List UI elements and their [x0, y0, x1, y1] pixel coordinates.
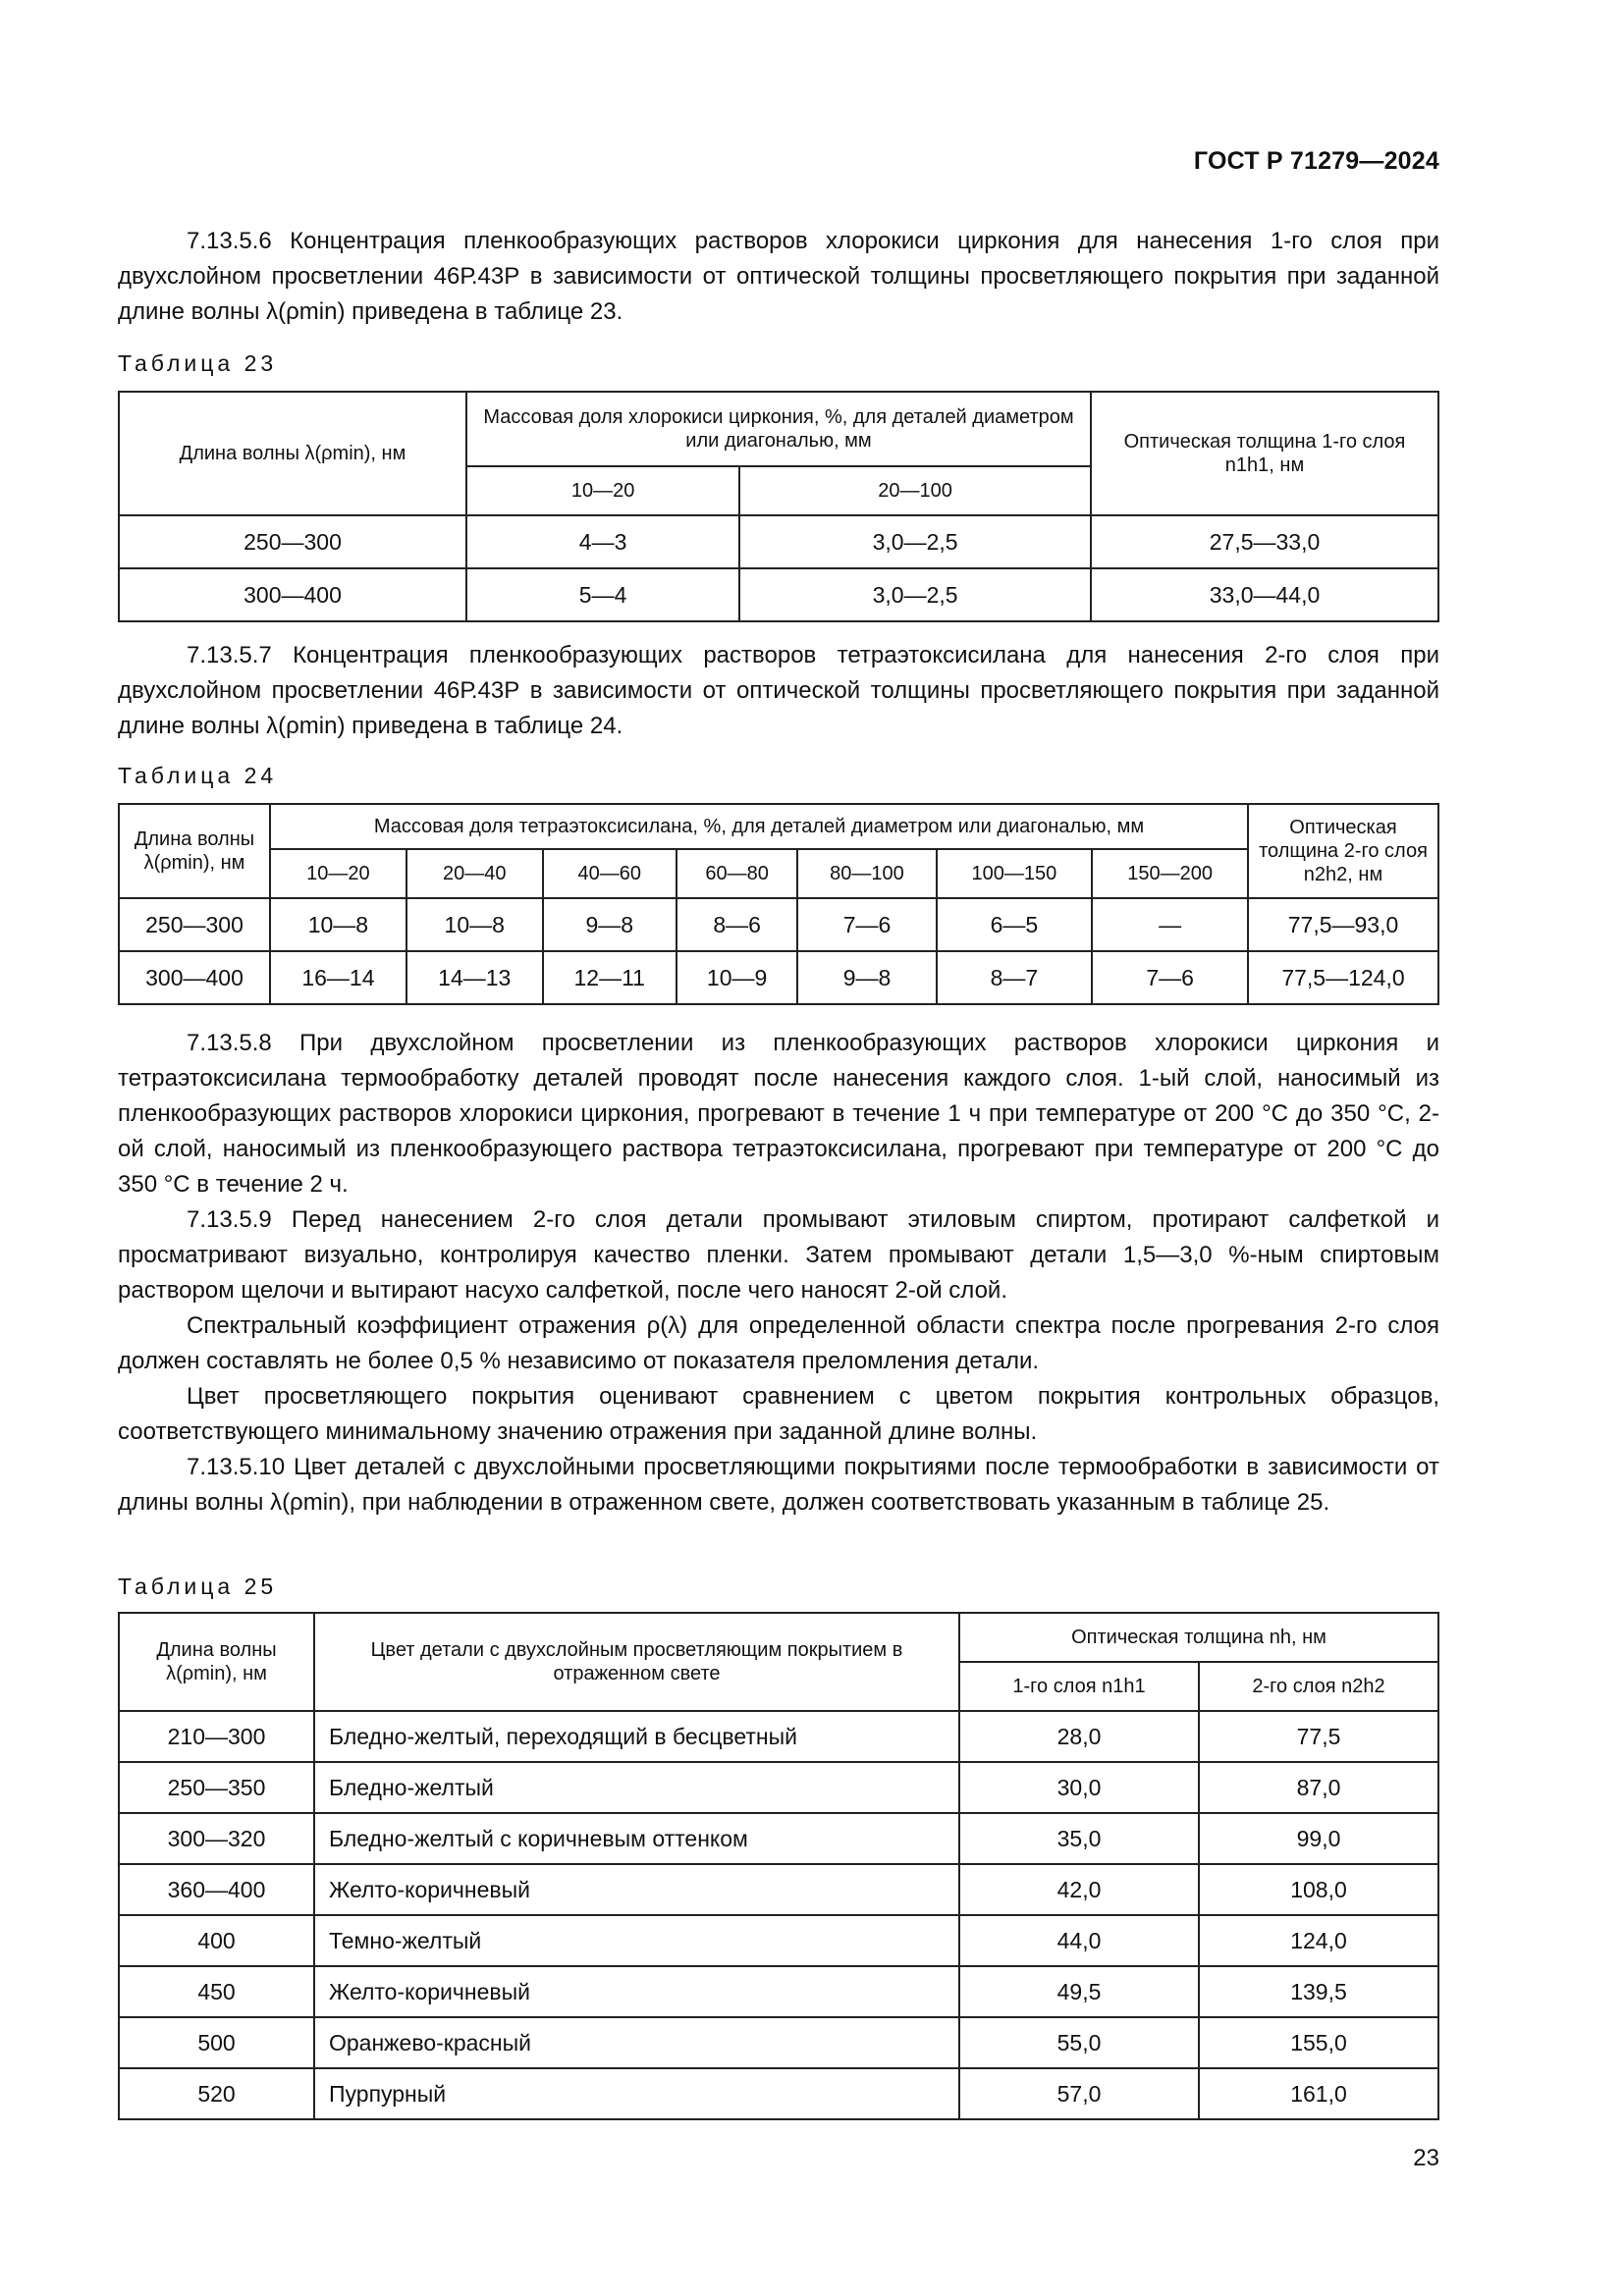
table-cell: 27,5—33,0 — [1091, 515, 1438, 568]
table-row — [119, 951, 1438, 1004]
table-cell: 9—8 — [797, 951, 936, 1004]
paragraph-color: Цвет просветляющего покрытия оценивают сравнением с цветом покрытия контрольных образцов, соответствующего минимальному значению отражения при заданной длине волны. — [118, 1383, 1439, 1445]
table-cell: 28,0 — [959, 1711, 1199, 1762]
table-cell: Бледно-желтый — [314, 1762, 959, 1813]
table-cell: 3,0—2,5 — [739, 568, 1091, 621]
table-cell: 35,0 — [959, 1813, 1199, 1864]
table-row — [119, 1864, 1438, 1915]
t23-header-opt: Оптическая толщина 1-го слоя n1h1, нм — [1091, 392, 1438, 515]
t24-header-d: 100—150 — [937, 849, 1093, 898]
t25-header-color: Цвет детали с двухслойным просветляющим покрытием в отраженном свете — [314, 1613, 959, 1711]
table-cell: Бледно-желтый, переходящий в бесцветный — [314, 1711, 959, 1762]
table-cell: 124,0 — [1199, 1915, 1438, 1966]
t24-header-mass: Массовая доля тетраэтоксисилана, %, для деталей диаметром или диагональю, мм — [270, 804, 1248, 849]
table-cell: 99,0 — [1199, 1813, 1438, 1864]
table-cell: Темно-желтый — [314, 1915, 959, 1966]
table-row — [119, 2017, 1438, 2068]
t24-header-wave: Длина волны λ(ρmin), нм — [119, 804, 270, 898]
table-cell: 161,0 — [1199, 2068, 1438, 2119]
t24-header-d: 60—80 — [677, 849, 798, 898]
table-cell: 300—320 — [119, 1813, 314, 1864]
table-cell: Желто-коричневый — [314, 1966, 959, 2017]
table-24-caption: Таблица 24 — [118, 763, 278, 788]
t25-header-l1: 1-го слоя n1h1 — [959, 1662, 1199, 1711]
table-cell: 6—5 — [937, 898, 1093, 951]
paragraph-7-13-5-9: 7.13.5.9 Перед нанесением 2-го слоя детали промывают этиловым спиртом, протирают салфеткой и просматривают визуально, контролируя качество пленки. Затем промывают детали 1,5—3,0 %-ным спиртовым раствором щелочи и вытирают насухо салфеткой, после чего наносят 2-ой слой. — [118, 1206, 1439, 1304]
table-cell: 12—11 — [543, 951, 677, 1004]
page-number: 23 — [1413, 2145, 1439, 2171]
table-25-caption: Таблица 25 — [118, 1574, 278, 1599]
table-cell: 4—3 — [466, 515, 739, 568]
table-cell: 7—6 — [1092, 951, 1248, 1004]
table-cell: 8—6 — [677, 898, 798, 951]
table-25 — [118, 1612, 1439, 2120]
table-cell: 55,0 — [959, 2017, 1199, 2068]
table-cell: 139,5 — [1199, 1966, 1438, 2017]
table-cell: 450 — [119, 1966, 314, 2017]
table-row — [119, 1813, 1438, 1864]
t24-header-opt: Оптическая толщина 2-го слоя n2h2, нм — [1248, 804, 1438, 898]
table-row — [119, 515, 1438, 568]
document-header: ГОСТ Р 71279—2024 — [1193, 147, 1439, 175]
table-cell: 520 — [119, 2068, 314, 2119]
table-cell: 33,0—44,0 — [1091, 568, 1438, 621]
table-cell: Оранжево-красный — [314, 2017, 959, 2068]
table-cell: 210—300 — [119, 1711, 314, 1762]
table-cell: 77,5—93,0 — [1248, 898, 1438, 951]
table-cell: 7—6 — [797, 898, 936, 951]
table-cell: 10—9 — [677, 951, 798, 1004]
table-cell: 10—8 — [406, 898, 543, 951]
t24-header-d: 40—60 — [543, 849, 677, 898]
table-cell: 300—400 — [119, 951, 270, 1004]
t24-header-d: 10—20 — [270, 849, 406, 898]
table-cell: 77,5—124,0 — [1248, 951, 1438, 1004]
t24-header-d: 20—40 — [406, 849, 543, 898]
t25-header-l2: 2-го слоя n2h2 — [1199, 1662, 1438, 1711]
table-cell: 44,0 — [959, 1915, 1199, 1966]
paragraph-reflection: Спектральный коэффициент отражения ρ(λ) для определенной области спектра после прогревания 2-го слоя должен составлять не более 0,5 % независимо от показателя преломления детали. — [118, 1312, 1439, 1374]
table-cell: Бледно-желтый с коричневым оттенком — [314, 1813, 959, 1864]
table-cell: 250—300 — [119, 515, 466, 568]
table-cell: 500 — [119, 2017, 314, 2068]
t25-header-wave: Длина волны λ(ρmin), нм — [119, 1613, 314, 1711]
paragraph-7-13-5-6: 7.13.5.6 Концентрация пленкообразующих растворов хлорокиси циркония для нанесения 1-го слоя при двухслойном просветлении 46Р.43Р в зависимости от оптической толщины просветляющего покрытия при заданной длине волны λ(ρmin) приведена в таблице 23. — [118, 228, 1439, 325]
table-cell: 108,0 — [1199, 1864, 1438, 1915]
paragraph-7-13-5-8: 7.13.5.8 При двухслойном просветлении из пленкообразующих растворов хлорокиси циркония и тетраэтоксисилана термообработку деталей проводят после нанесения каждого слоя. 1-ый слой, наносимый из пленкообразующих растворов хлорокиси циркония, прогревают в течение 1 ч при температуре от 200 °С до 350 °С, 2-ой слой, наносимый из пленкообразующего раствора тетраэтоксисилана, прогревают при температуре от 200 °С до 350 °С в течение 2 ч. — [118, 1030, 1439, 1198]
table-cell: Пурпурный — [314, 2068, 959, 2119]
paragraph-7-13-5-10: 7.13.5.10 Цвет деталей с двухслойными просветляющими покрытиями после термообработки в зависимости от длины волны λ(ρmin), при наблюдении в отраженном свете, должен соответствовать указанным в таблице 25. — [118, 1454, 1439, 1516]
table-row — [119, 568, 1438, 621]
table-cell: 360—400 — [119, 1864, 314, 1915]
table-cell: Желто-коричневый — [314, 1864, 959, 1915]
table-cell: 155,0 — [1199, 2017, 1438, 2068]
t23-header-wave: Длина волны λ(ρmin), нм — [119, 392, 466, 515]
t24-header-d: 80—100 — [797, 849, 936, 898]
table-cell: 250—350 — [119, 1762, 314, 1813]
table-cell: 49,5 — [959, 1966, 1199, 2017]
table-cell: 10—8 — [270, 898, 406, 951]
table-23 — [118, 391, 1439, 622]
table-cell: 3,0—2,5 — [739, 515, 1091, 568]
t23-header-d2: 20—100 — [739, 466, 1091, 515]
t24-header-d: 150—200 — [1092, 849, 1248, 898]
table-cell: 30,0 — [959, 1762, 1199, 1813]
table-cell: 87,0 — [1199, 1762, 1438, 1813]
table-row — [119, 1966, 1438, 2017]
table-cell: 57,0 — [959, 2068, 1199, 2119]
table-cell: — — [1092, 898, 1248, 951]
t25-header-opt: Оптическая толщина nh, нм — [959, 1613, 1438, 1662]
paragraph-7-13-5-7: 7.13.5.7 Концентрация пленкообразующих растворов тетраэтоксисилана для нанесения 2-го слоя при двухслойном просветлении 46Р.43Р в зависимости от оптической толщины просветляющего покрытия при заданной длине волны λ(ρmin) приведена в таблице 24. — [118, 642, 1439, 739]
table-cell: 14—13 — [406, 951, 543, 1004]
table-row — [119, 2068, 1438, 2119]
table-cell: 9—8 — [543, 898, 677, 951]
table-cell: 16—14 — [270, 951, 406, 1004]
table-23-caption: Таблица 23 — [118, 350, 278, 376]
t23-header-mass: Массовая доля хлорокиси циркония, %, для деталей диаметром или диагональю, мм — [466, 392, 1091, 466]
table-cell: 250—300 — [119, 898, 270, 951]
table-row — [119, 1711, 1438, 1762]
table-cell: 8—7 — [937, 951, 1093, 1004]
table-cell: 300—400 — [119, 568, 466, 621]
table-cell: 77,5 — [1199, 1711, 1438, 1762]
table-row — [119, 1762, 1438, 1813]
table-row — [119, 898, 1438, 951]
table-row — [119, 1915, 1438, 1966]
table-24 — [118, 803, 1439, 1005]
table-cell: 42,0 — [959, 1864, 1199, 1915]
t23-header-d1: 10—20 — [466, 466, 739, 515]
table-cell: 5—4 — [466, 568, 739, 621]
table-cell: 400 — [119, 1915, 314, 1966]
